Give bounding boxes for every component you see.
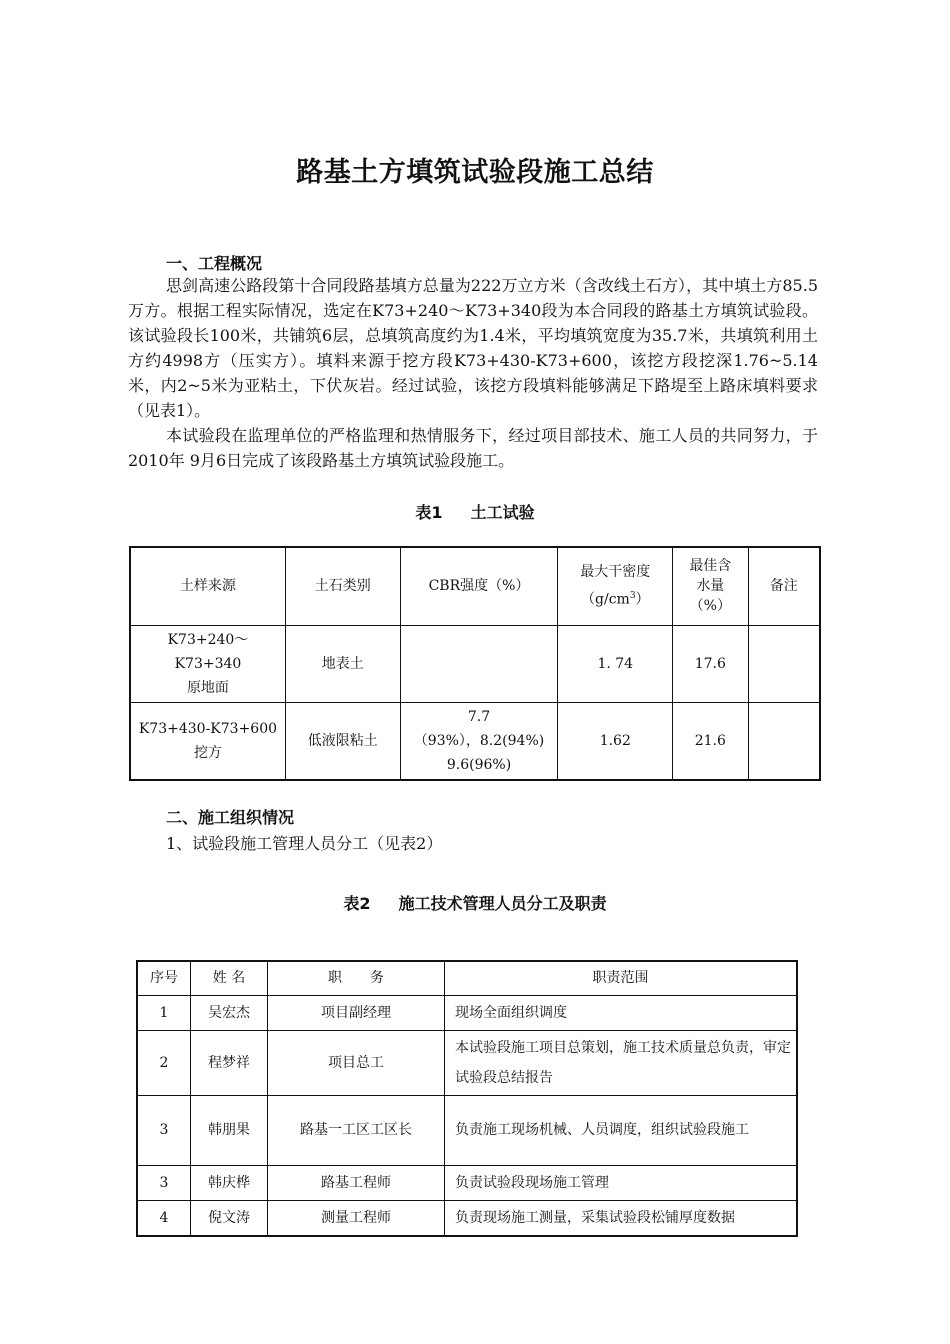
header-density-unit: $(g/cm^3)$ — [581, 591, 650, 609]
cell-scope: 负责施工现场机械、人员调度，组织试验段施工 — [445, 1095, 798, 1165]
header-density-label: 最大干密度 — [580, 564, 651, 581]
cell-moisture: 21.6 — [673, 702, 748, 780]
cell-no: 3 — [137, 1095, 191, 1165]
organization-item-1: 1、试验段施工管理人员分工（见表2） — [166, 834, 443, 853]
cell-source: K73+430-K73+600 挖方 — [130, 702, 285, 780]
cell-scope: 负责试验段现场施工管理 — [445, 1165, 798, 1200]
table-row — [130, 702, 820, 780]
cell-remark — [748, 625, 820, 702]
soil-test-table — [129, 546, 821, 781]
cell-no: 1 — [137, 995, 191, 1030]
table-header-row — [130, 547, 820, 625]
overview-paragraph-1: 思剑高速公路段第十合同段路基填方总量为222万立方米（含改线土石方），其中填土方85.5万方。根据工程实际情况，选定在K73+240～K73+340段为本合同段的路基土方填筑试验段。该试验段长100米，共铺筑6层，总填筑高度约为1.4米，平均填筑宽度为35.7米，共填筑利用土方约4998方（压实方）。填料来源于挖方段K73+430-K73+600，该挖方段挖深1.76~5.14米，内2~5米为亚粘土，下伏灰岩。经过试验，该挖方段填料能够满足下路堤至上路床填料要求（见表1）。 — [128, 276, 818, 420]
table2-caption-title: 施工技术管理人员分工及职责 — [398, 894, 607, 913]
table-header-row — [137, 961, 797, 995]
header-position: 职 务 — [268, 961, 445, 995]
section-heading-overview: 一、工程概况 — [166, 254, 263, 273]
cell-no: 3 — [137, 1165, 191, 1200]
overview-paragraph-2: 本试验段在监理单位的严格监理和热情服务下，经过项目部技术、施工人员的共同努力，于2010年 9月6日完成了该段路基土方填筑试验段施工。 — [128, 426, 818, 470]
header-density — [558, 547, 673, 625]
cell-source: K73+240～K73+340 原地面 — [130, 625, 285, 702]
cell-name: 韩庆桦 — [191, 1165, 268, 1200]
cell-moisture: 17.6 — [673, 625, 748, 702]
cell-type: 地表土 — [285, 625, 400, 702]
cell-remark — [748, 702, 820, 780]
cell-density: 1. 74 — [558, 625, 673, 702]
cell-position: 项目副经理 — [268, 995, 445, 1030]
cell-type: 低液限粘土 — [285, 702, 400, 780]
cell-name: 韩朋果 — [191, 1095, 268, 1165]
table1-caption — [0, 500, 950, 523]
cell-scope: 负责现场施工测量，采集试验段松铺厚度数据 — [445, 1200, 798, 1236]
cell-name: 倪文涛 — [191, 1200, 268, 1236]
cell-position: 路基一工区工区长 — [268, 1095, 445, 1165]
table-row — [137, 1200, 797, 1236]
header-source: 土样来源 — [130, 547, 285, 625]
header-no: 序号 — [137, 961, 191, 995]
header-scope: 职责范围 — [445, 961, 798, 995]
cell-position: 路基工程师 — [268, 1165, 445, 1200]
table2-caption-number: 表2 — [343, 894, 371, 913]
header-remark: 备注 — [748, 547, 820, 625]
table1-caption-number: 表1 — [415, 503, 443, 522]
cell-no: 2 — [137, 1030, 191, 1095]
cell-position: 项目总工 — [268, 1030, 445, 1095]
cell-scope: 现场全面组织调度 — [445, 995, 798, 1030]
staff-duty-table — [136, 960, 798, 1237]
cell-density: 1.62 — [558, 702, 673, 780]
header-type: 土石类别 — [285, 547, 400, 625]
table-row — [137, 1030, 797, 1095]
table-row — [137, 995, 797, 1030]
section-heading-organization: 二、施工组织情况 — [166, 808, 295, 827]
table1-caption-title: 土工试验 — [470, 503, 535, 522]
cell-cbr: 7.7 （93%），8.2(94%) 9.6(96%) — [400, 702, 558, 780]
cell-name: 吴宏杰 — [191, 995, 268, 1030]
header-name: 姓 名 — [191, 961, 268, 995]
table-row — [137, 1095, 797, 1165]
table-row — [130, 625, 820, 702]
cell-no: 4 — [137, 1200, 191, 1236]
page-title: 路基土方填筑试验段施工总结 — [296, 157, 654, 188]
header-cbr: CBR强度（%） — [400, 547, 558, 625]
table-row — [137, 1165, 797, 1200]
cell-scope: 本试验段施工项目总策划，施工技术质量总负责，审定试验段总结报告 — [445, 1030, 798, 1095]
cell-cbr — [400, 625, 558, 702]
cell-name: 程梦祥 — [191, 1030, 268, 1095]
table2-caption — [0, 891, 950, 914]
cell-position: 测量工程师 — [268, 1200, 445, 1236]
header-moisture: 最佳含 水量 （%） — [673, 547, 748, 625]
